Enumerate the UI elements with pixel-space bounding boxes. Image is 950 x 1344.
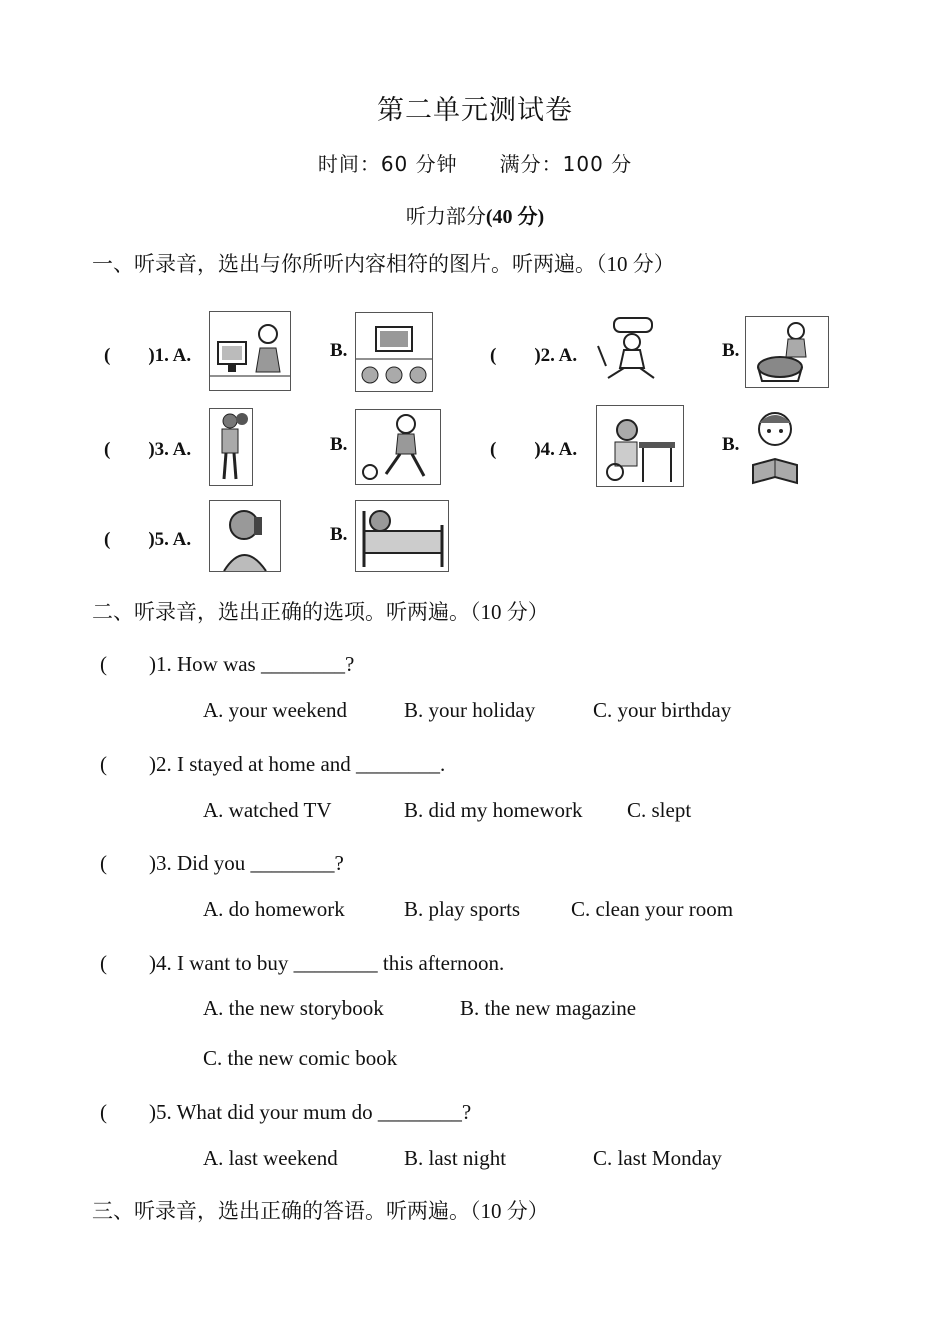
s2-q1-option-b: B. your holiday xyxy=(404,698,536,722)
s2-q2-option-b: B. did my homework xyxy=(404,798,583,822)
q2-label: ( )2. A. xyxy=(490,345,578,366)
q4-label: ( )4. A. xyxy=(490,439,578,460)
q1-b-label: B. xyxy=(330,340,348,361)
page-title: 第二单元测试卷 xyxy=(377,95,573,125)
s2-q4-option-b: B. the new magazine xyxy=(460,996,637,1020)
picture-boy-with-basketball xyxy=(209,408,253,486)
picture-girl-washing-clothes xyxy=(745,316,829,388)
s2-q5-option-a: A. last weekend xyxy=(203,1146,338,1170)
section1-heading: 一、听录音，选出与你所听内容相符的图片。听两遍。（10 分） xyxy=(92,252,675,276)
s2-q2-option-a: A. watched TV xyxy=(203,798,332,822)
s2-q1-option-c: C. your birthday xyxy=(593,698,732,722)
s2-q3-option-c: C. clean your room xyxy=(571,897,734,921)
listening-points: (40 分) xyxy=(485,206,545,228)
picture-boy-at-computer xyxy=(209,311,291,391)
s2-q1-stem: ( )1. How was ________? xyxy=(100,652,355,676)
s2-q5-stem: ( )5. What did your mum do ________? xyxy=(100,1100,472,1124)
section2-heading: 二、听录音，选出正确的选项。听两遍。（10 分） xyxy=(92,600,549,624)
picture-boy-sleeping-in-bed xyxy=(355,500,449,572)
q5-label: ( )5. A. xyxy=(104,529,192,550)
s2-q3-option-a: A. do homework xyxy=(203,897,345,921)
picture-girl-on-sofa xyxy=(594,316,664,384)
picture-living-room-tv xyxy=(355,312,433,392)
listening-part-heading xyxy=(0,200,950,229)
s2-q5-option-b: B. last night xyxy=(404,1146,507,1170)
section3-heading: 三、听录音，选出正确的答语。听两遍。（10 分） xyxy=(92,1199,549,1223)
s2-q3-option-b: B. play sports xyxy=(404,897,521,921)
s2-q4-stem: ( )4. I want to buy ________ this afternoon. xyxy=(100,951,505,975)
q2-b-label: B. xyxy=(722,340,740,361)
picture-boy-kicking-football xyxy=(355,409,441,485)
picture-boy-reading-book xyxy=(745,405,805,487)
exam-time-score: 时间：60 分钟 满分：100 分 xyxy=(317,152,633,176)
picture-person-on-phone xyxy=(209,500,281,572)
s2-q4-option-a: A. the new storybook xyxy=(203,996,384,1020)
s2-q2-option-c: C. slept xyxy=(627,798,692,822)
q3-label: ( )3. A. xyxy=(104,439,192,460)
q4-b-label: B. xyxy=(722,434,740,455)
listening-label: 听力部分 xyxy=(405,206,486,228)
q1-label: ( )1. A. xyxy=(104,345,192,366)
q5-b-label: B. xyxy=(330,524,348,545)
s2-q4-option-c: C. the new comic book xyxy=(203,1046,398,1070)
picture-boy-at-desk xyxy=(596,405,684,487)
q3-b-label: B. xyxy=(330,434,348,455)
s2-q3-stem: ( )3. Did you ________? xyxy=(100,851,344,875)
s2-q5-option-c: C. last Monday xyxy=(593,1146,722,1170)
s2-q1-option-a: A. your weekend xyxy=(203,698,348,722)
s2-q2-stem: ( )2. I stayed at home and ________. xyxy=(100,752,446,776)
